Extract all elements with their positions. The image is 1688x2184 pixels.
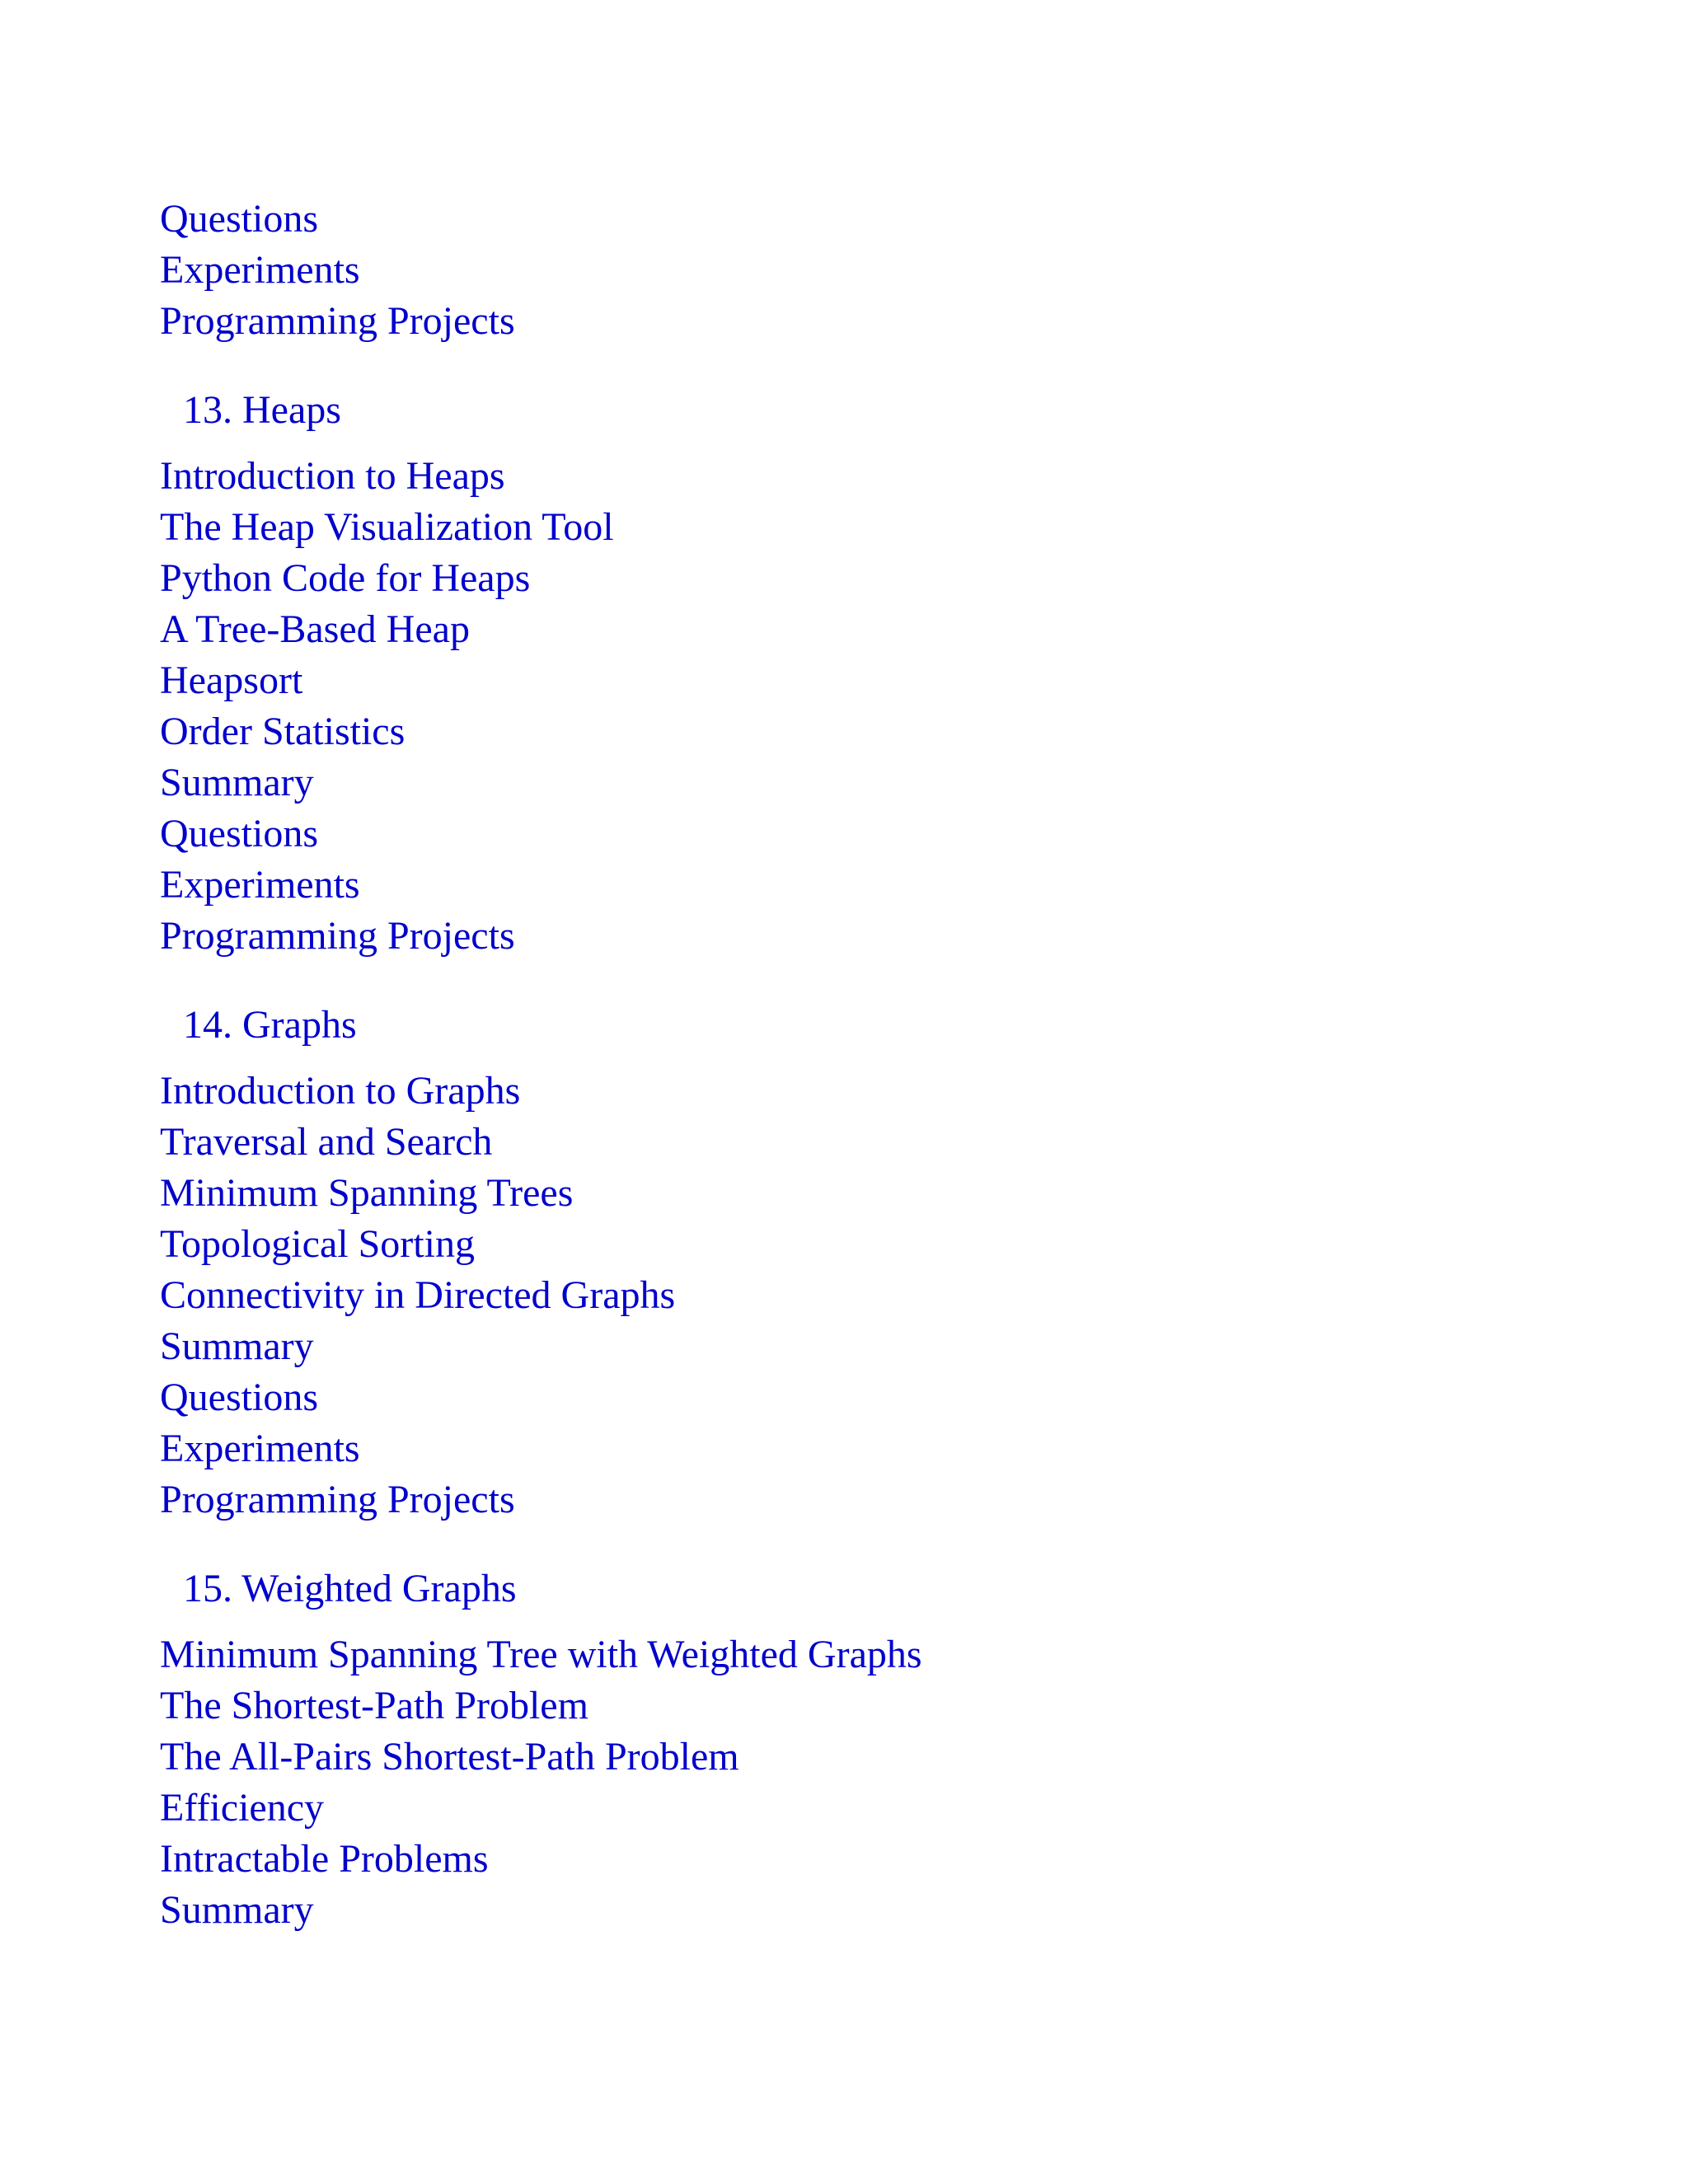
- chapter-heading-graphs[interactable]: 14. Graphs: [183, 1003, 357, 1047]
- toc-link[interactable]: Efficiency: [160, 1786, 325, 1830]
- toc-link[interactable]: Introduction to Heaps: [160, 454, 505, 498]
- toc-link[interactable]: Questions: [160, 812, 318, 855]
- toc-link[interactable]: Summary: [160, 1324, 314, 1368]
- toc-clip-region: [160, 0, 1688, 2184]
- toc-link[interactable]: Summary: [160, 761, 314, 804]
- toc-link[interactable]: Traversal and Search: [160, 1120, 493, 1164]
- toc-link[interactable]: The Shortest-Path Problem: [160, 1684, 588, 1727]
- toc-link[interactable]: Programming Projects: [160, 914, 515, 958]
- toc-link[interactable]: Experiments: [160, 1427, 360, 1470]
- toc-link[interactable]: Introduction to Graphs: [160, 1069, 521, 1113]
- toc-link[interactable]: The Heap Visualization Tool: [160, 505, 614, 549]
- toc-link[interactable]: Topological Sorting: [160, 1222, 475, 1266]
- toc-link-questions[interactable]: Questions: [160, 197, 318, 241]
- toc-link[interactable]: Programming Projects: [160, 1478, 515, 1521]
- toc-link-experiments[interactable]: Experiments: [160, 248, 360, 292]
- chapter-heading-weighted-graphs[interactable]: 15. Weighted Graphs: [183, 1567, 517, 1610]
- toc-link[interactable]: Questions: [160, 1376, 318, 1419]
- chapter-heading-heaps[interactable]: 13. Heaps: [183, 388, 341, 432]
- toc-link[interactable]: The All-Pairs Shortest-Path Problem: [160, 1735, 739, 1779]
- toc-link[interactable]: Python Code for Heaps: [160, 556, 531, 600]
- toc-link-programming-projects[interactable]: Programming Projects: [160, 299, 515, 343]
- toc-link[interactable]: Order Statistics: [160, 710, 406, 753]
- toc-link[interactable]: Summary: [160, 1888, 314, 1932]
- toc-link[interactable]: Intractable Problems: [160, 1837, 489, 1881]
- toc-link[interactable]: Connectivity in Directed Graphs: [160, 1273, 676, 1317]
- toc-link[interactable]: Minimum Spanning Tree with Weighted Graphs: [160, 1633, 922, 1676]
- toc-link[interactable]: A Tree-Based Heap: [160, 607, 470, 651]
- toc-link[interactable]: Minimum Spanning Trees: [160, 1171, 574, 1215]
- toc-link[interactable]: Heapsort: [160, 658, 303, 702]
- toc-link[interactable]: Experiments: [160, 863, 360, 907]
